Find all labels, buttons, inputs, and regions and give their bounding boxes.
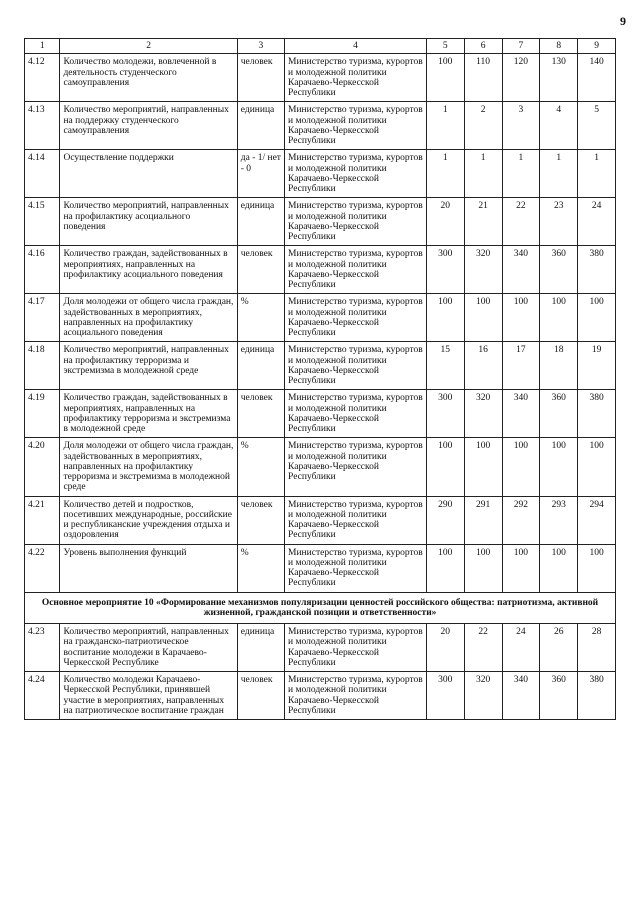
responsible-executor: Министерство туризма, курортов и молодежной политики Карачаево-Черкесской Республики <box>285 294 427 342</box>
column-number-row <box>25 39 616 54</box>
responsible-executor: Министерство туризма, курортов и молодежной политики Карачаево-Черкесской Республики <box>285 544 427 592</box>
indicator-name: Количество мероприятий, направленных на профилактику терроризма и экстремизма в молодежной среде <box>60 342 237 390</box>
unit-cell: человек <box>237 496 284 544</box>
unit-cell: единица <box>237 624 284 672</box>
value-cell: 17 <box>502 342 540 390</box>
value-cell: 340 <box>502 672 540 720</box>
value-cell: 100 <box>502 438 540 496</box>
column-number: 6 <box>464 39 502 54</box>
row-number: 4.23 <box>25 624 60 672</box>
indicator-name: Количество молодежи, вовлеченной в деятельность студенческого самоуправления <box>60 54 237 102</box>
unit-cell: % <box>237 544 284 592</box>
column-number: 9 <box>578 39 616 54</box>
responsible-executor: Министерство туризма, курортов и молодежной политики Карачаево-Черкесской Республики <box>285 54 427 102</box>
table-row <box>25 624 616 672</box>
value-cell: 130 <box>540 54 578 102</box>
responsible-executor: Министерство туризма, курортов и молодежной политики Карачаево-Черкесской Республики <box>285 342 427 390</box>
column-number: 7 <box>502 39 540 54</box>
table-row <box>25 438 616 496</box>
value-cell: 1 <box>426 102 464 150</box>
row-number: 4.24 <box>25 672 60 720</box>
row-number: 4.22 <box>25 544 60 592</box>
row-number: 4.14 <box>25 150 60 198</box>
column-number: 5 <box>426 39 464 54</box>
value-cell: 24 <box>502 624 540 672</box>
responsible-executor: Министерство туризма, курортов и молодежной политики Карачаево-Черкесской Республики <box>285 496 427 544</box>
row-number: 4.19 <box>25 390 60 438</box>
value-cell: 1 <box>464 150 502 198</box>
column-number: 2 <box>60 39 237 54</box>
value-cell: 340 <box>502 246 540 294</box>
indicator-name: Уровень выполнения функций <box>60 544 237 592</box>
value-cell: 291 <box>464 496 502 544</box>
value-cell: 16 <box>464 342 502 390</box>
value-cell: 100 <box>540 294 578 342</box>
value-cell: 300 <box>426 390 464 438</box>
row-number: 4.17 <box>25 294 60 342</box>
unit-cell: единица <box>237 342 284 390</box>
table-row <box>25 102 616 150</box>
value-cell: 4 <box>540 102 578 150</box>
value-cell: 100 <box>502 294 540 342</box>
indicator-name: Количество мероприятий, направленных на гражданско-патриотическое воспитание молодежи в Карачаево-Черкесской Республике <box>60 624 237 672</box>
table-row <box>25 496 616 544</box>
value-cell: 380 <box>578 390 616 438</box>
table-row <box>25 246 616 294</box>
value-cell: 20 <box>426 198 464 246</box>
value-cell: 100 <box>426 54 464 102</box>
column-number: 4 <box>285 39 427 54</box>
indicator-name: Доля молодежи от общего числа граждан, задействованных в мероприятиях, направленных на профилактику асоциального поведения <box>60 294 237 342</box>
value-cell: 26 <box>540 624 578 672</box>
unit-cell: единица <box>237 198 284 246</box>
value-cell: 100 <box>540 438 578 496</box>
value-cell: 5 <box>578 102 616 150</box>
table-row <box>25 54 616 102</box>
responsible-executor: Министерство туризма, курортов и молодежной политики Карачаево-Черкесской Республики <box>285 390 427 438</box>
responsible-executor: Министерство туризма, курортов и молодежной политики Карачаево-Черкесской Республики <box>285 102 427 150</box>
value-cell: 360 <box>540 390 578 438</box>
value-cell: 340 <box>502 390 540 438</box>
row-number: 4.20 <box>25 438 60 496</box>
value-cell: 100 <box>464 438 502 496</box>
value-cell: 380 <box>578 672 616 720</box>
indicator-name: Количество граждан, задействованных в мероприятиях, направленных на профилактику асоциального поведения <box>60 246 237 294</box>
section-row <box>25 592 616 624</box>
value-cell: 100 <box>578 544 616 592</box>
value-cell: 290 <box>426 496 464 544</box>
value-cell: 22 <box>502 198 540 246</box>
value-cell: 28 <box>578 624 616 672</box>
value-cell: 1 <box>540 150 578 198</box>
value-cell: 380 <box>578 246 616 294</box>
indicators-table <box>24 38 616 720</box>
value-cell: 100 <box>464 544 502 592</box>
value-cell: 100 <box>426 544 464 592</box>
table-row <box>25 672 616 720</box>
value-cell: 100 <box>578 294 616 342</box>
value-cell: 100 <box>502 544 540 592</box>
value-cell: 3 <box>502 102 540 150</box>
unit-cell: единица <box>237 102 284 150</box>
value-cell: 294 <box>578 496 616 544</box>
indicator-name: Осуществление поддержки <box>60 150 237 198</box>
unit-cell: человек <box>237 672 284 720</box>
value-cell: 20 <box>426 624 464 672</box>
value-cell: 1 <box>426 150 464 198</box>
unit-cell: человек <box>237 246 284 294</box>
responsible-executor: Министерство туризма, курортов и молодежной политики Карачаево-Черкесской Республики <box>285 624 427 672</box>
value-cell: 15 <box>426 342 464 390</box>
value-cell: 320 <box>464 672 502 720</box>
indicator-name: Количество детей и подростков, посетивших международные, российские и республиканские учреждения отдыха и оздоровления <box>60 496 237 544</box>
table-row <box>25 150 616 198</box>
value-cell: 21 <box>464 198 502 246</box>
value-cell: 320 <box>464 246 502 294</box>
table-row <box>25 544 616 592</box>
column-number: 1 <box>25 39 60 54</box>
value-cell: 300 <box>426 246 464 294</box>
responsible-executor: Министерство туризма, курортов и молодежной политики Карачаево-Черкесской Республики <box>285 672 427 720</box>
value-cell: 2 <box>464 102 502 150</box>
value-cell: 100 <box>426 294 464 342</box>
value-cell: 19 <box>578 342 616 390</box>
responsible-executor: Министерство туризма, курортов и молодежной политики Карачаево-Черкесской Республики <box>285 150 427 198</box>
value-cell: 1 <box>578 150 616 198</box>
value-cell: 360 <box>540 246 578 294</box>
row-number: 4.21 <box>25 496 60 544</box>
value-cell: 24 <box>578 198 616 246</box>
row-number: 4.12 <box>25 54 60 102</box>
table-row <box>25 198 616 246</box>
row-number: 4.15 <box>25 198 60 246</box>
value-cell: 300 <box>426 672 464 720</box>
indicator-name: Количество мероприятий, направленных на поддержку студенческого самоуправления <box>60 102 237 150</box>
value-cell: 292 <box>502 496 540 544</box>
row-number: 4.18 <box>25 342 60 390</box>
row-number: 4.16 <box>25 246 60 294</box>
value-cell: 110 <box>464 54 502 102</box>
table-body <box>25 39 616 720</box>
value-cell: 360 <box>540 672 578 720</box>
table-row <box>25 342 616 390</box>
indicator-name: Количество граждан, задействованных в мероприятиях, направленных на профилактику терроризма и экстремизма в молодежной среде <box>60 390 237 438</box>
unit-cell: % <box>237 438 284 496</box>
page-number: 9 <box>620 14 626 28</box>
value-cell: 1 <box>502 150 540 198</box>
value-cell: 320 <box>464 390 502 438</box>
responsible-executor: Министерство туризма, курортов и молодежной политики Карачаево-Черкесской Республики <box>285 246 427 294</box>
indicator-name: Количество мероприятий, направленных на профилактику асоциального поведения <box>60 198 237 246</box>
column-number: 3 <box>237 39 284 54</box>
value-cell: 293 <box>540 496 578 544</box>
unit-cell: человек <box>237 390 284 438</box>
unit-cell: % <box>237 294 284 342</box>
indicator-name: Доля молодежи от общего числа граждан, задействованных в мероприятиях, направленных на профилактику терроризма и экстремизма в молодежной среде <box>60 438 237 496</box>
value-cell: 18 <box>540 342 578 390</box>
value-cell: 22 <box>464 624 502 672</box>
responsible-executor: Министерство туризма, курортов и молодежной политики Карачаево-Черкесской Республики <box>285 198 427 246</box>
value-cell: 23 <box>540 198 578 246</box>
row-number: 4.13 <box>25 102 60 150</box>
value-cell: 100 <box>540 544 578 592</box>
value-cell: 140 <box>578 54 616 102</box>
value-cell: 100 <box>578 438 616 496</box>
unit-cell: да - 1/ нет - 0 <box>237 150 284 198</box>
column-number: 8 <box>540 39 578 54</box>
table-row <box>25 390 616 438</box>
value-cell: 100 <box>426 438 464 496</box>
responsible-executor: Министерство туризма, курортов и молодежной политики Карачаево-Черкесской Республики <box>285 438 427 496</box>
indicator-name: Количество молодежи Карачаево-Черкесской Республики, принявшей участие в мероприятиях, направленных на патриотическое воспитание граждан <box>60 672 237 720</box>
table-row <box>25 294 616 342</box>
section-title: Основное мероприятие 10 «Формирование механизмов популяризации ценностей российского общества: патриотизма, активной жизненной, гражданской позиции и ответственности» <box>25 592 616 624</box>
value-cell: 120 <box>502 54 540 102</box>
value-cell: 100 <box>464 294 502 342</box>
unit-cell: человек <box>237 54 284 102</box>
